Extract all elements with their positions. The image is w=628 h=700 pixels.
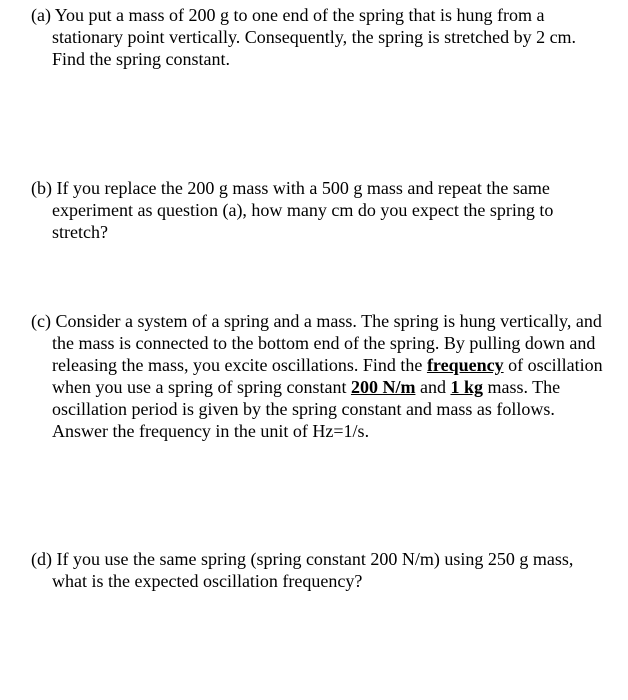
- question-d: (d) If you use the same spring (spring constant 200 N/m) using 250 g mass, what is the expected oscillation frequency?: [31, 549, 574, 591]
- question-c-text-4: mass. The oscillation period is given by the spring constant and mass as follows. Answer the frequency in the unit of Hz=1/s.: [52, 377, 561, 441]
- spring-constant-emphasis: 200 N/m: [350, 377, 416, 397]
- question-a: (a) You put a mass of 200 g to one end of the spring that is hung from a stationary point vertically. Consequently, the spring is stretched by 2 cm. Find the spring constant.: [31, 5, 577, 69]
- question-b: (b) If you replace the 200 g mass with a 500 g mass and repeat the same experiment as question (a), how many cm do you expect the spring to stretch?: [31, 178, 554, 242]
- frequency-emphasis: frequency: [426, 355, 504, 375]
- mass-emphasis: 1 kg: [450, 377, 483, 397]
- question-c: [31, 310, 612, 442]
- question-c-text-1: (c) Consider a system of a spring and a mass. The spring is hung vertically, and the mass is connected to the bottom end of the spring. By pulling down and releasing the mass, you excite oscillations. Find the: [31, 311, 602, 375]
- question-c-text-3: and: [415, 377, 451, 397]
- question-c-text-2: of oscillation when you use a spring of spring constant: [52, 355, 603, 397]
